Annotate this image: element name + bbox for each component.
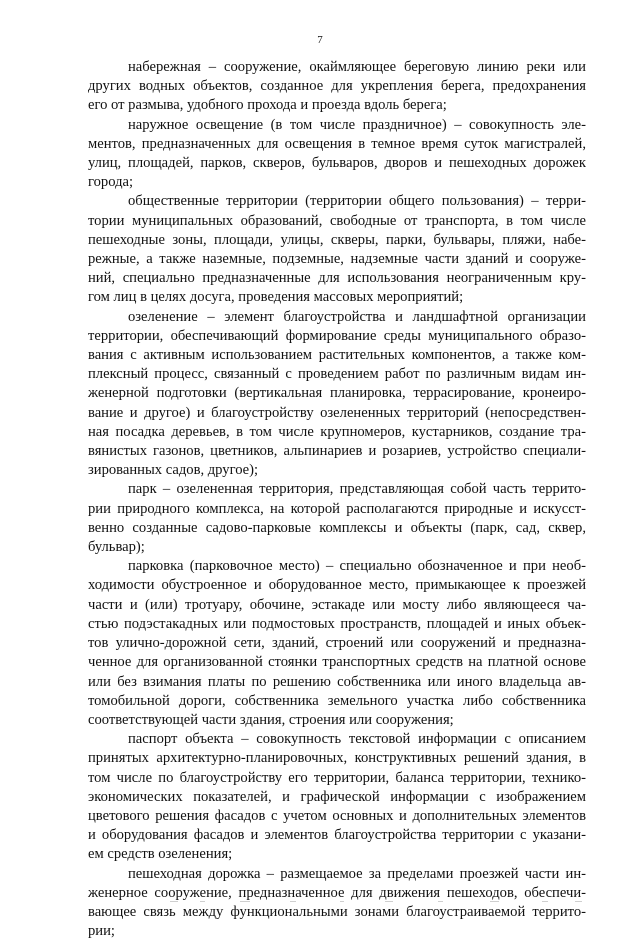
scan-noise-marks: [170, 900, 590, 903]
text-line: женерной подготовки (вертикальная планировка, террасирование, кронеиро-: [88, 385, 586, 402]
text-line: вянистых газонов, цветников, альпинариев и розариев, устройство специали-: [88, 443, 586, 460]
paragraph: [88, 116, 586, 193]
page-number: 7: [317, 34, 323, 46]
text-line: стью подэстакадных или подмостовых пространств, площадей и иных объек-: [88, 615, 586, 632]
text-line: парковка (парковочное место) – специально обозначенное и при необ-: [128, 558, 586, 575]
text-line: зированных садов, другое);: [88, 462, 259, 479]
text-line: рии природного комплекса, на которой располагаются природные и искусст-: [88, 500, 586, 517]
text-line: ходимости обустроенное и оборудованное место, примыкающее к проезжей: [88, 577, 586, 594]
text-line: общественные территории (территории общего пользования) – терри-: [128, 193, 586, 210]
text-line: тории муниципальных образований, свободные от транспорта, в том числе: [88, 212, 586, 229]
paragraph: [88, 480, 586, 557]
text-line: том числе по благоустройству его территории, баланса территории, технико-: [88, 769, 586, 786]
text-line: ная посадка деревьев, в том числе крупномеров, кустарников, создание тра-: [88, 423, 586, 440]
text-line: вание и другое) и благоустройству озелененных территорий (непосредствен-: [88, 404, 586, 421]
text-line: гом лиц в целях досуга, проведения массовых мероприятий;: [88, 289, 464, 306]
text-line: принятых архитектурно-планировочных, конструктивных решений здания, в: [88, 750, 586, 767]
text-line: паспорт объекта – совокупность текстовой информации с описанием: [128, 731, 586, 748]
text-line: вающее связь между функциональными зонами благоустраиваемой террито-: [88, 903, 586, 920]
text-line: томобильной дороги, собственника земельного участка либо собственника: [88, 692, 586, 709]
text-line: улиц, площадей, парков, скверов, бульваров, дворов и пешеходных дорожек: [88, 155, 586, 172]
text-line: соответствующей части здания, строения или сооружения;: [88, 711, 454, 728]
paragraph: [88, 557, 586, 730]
text-line: ем средств озеленения;: [88, 846, 233, 863]
text-line: города;: [88, 174, 134, 191]
text-line: тов улично-дорожной сети, зданий, строений или сооружений и предназна-: [88, 635, 586, 652]
text-line: территории, обеспечивающий формирование среды муниципального образо-: [88, 327, 586, 344]
paragraph: [88, 58, 586, 116]
text-line: женерное сооружение, предназначенное для движения пешеходов, обеспечи-: [88, 884, 586, 901]
text-line: и оборудования фасадов и элементов благоустройства территории с указани-: [88, 827, 586, 844]
body-text: [88, 58, 586, 941]
text-line: его от размыва, удобного прохода и проезда вдоль берега;: [88, 97, 447, 114]
text-line: или без взимания платы по решению собственника или иного владельца ав-: [88, 673, 586, 690]
text-line: пешеходная дорожка – размещаемое за пределами проезжей части ин-: [128, 865, 586, 882]
text-line: ментов, предназначенных для освещения в темное время суток магистралей,: [88, 135, 586, 152]
text-line: ченное для организованной стоянки транспортных средств на платной основе: [88, 654, 586, 671]
text-line: других водных объектов, созданное для укрепления берега, предохранения: [88, 78, 586, 95]
text-line: наружное освещение (в том числе праздничное) – совокупность эле-: [128, 116, 586, 133]
text-line: озеленение – элемент благоустройства и ландшафтной организации: [128, 308, 586, 325]
text-line: рии;: [88, 923, 115, 940]
text-line: плексный процесс, связанный с проведением работ по различным видам ин-: [88, 366, 586, 383]
text-line: венно созданные садово-парковые комплексы и объекты (парк, сад, сквер,: [88, 519, 586, 536]
text-line: вания с активным использованием растительных компонентов, а также ком-: [88, 347, 586, 364]
text-line: набережная – сооружение, окаймляющее береговую линию реки или: [128, 59, 586, 75]
text-line: пешеходные зоны, площади, улицы, скверы, парки, бульвары, пляжи, набе-: [88, 231, 586, 248]
text-line: экономических показателей, и графической информации с изображением: [88, 788, 586, 805]
paragraph: [88, 192, 586, 307]
paragraph: [88, 308, 586, 481]
text-line: ний, специально предназначенные для использования неограниченным кру-: [88, 270, 586, 287]
paragraph: [88, 730, 586, 864]
text-line: режные, а также наземные, подземные, надземные части зданий и сооруже-: [88, 251, 586, 268]
text-line: бульвар);: [88, 539, 145, 556]
text-line: цветового решения фасадов с учетом основных и дополнительных элементов: [88, 807, 586, 824]
text-line: парк – озелененная территория, представляющая собой часть террито-: [128, 481, 586, 498]
text-line: части и (или) тротуару, обочине, эстакаде или мосту либо являющееся ча-: [88, 596, 586, 613]
